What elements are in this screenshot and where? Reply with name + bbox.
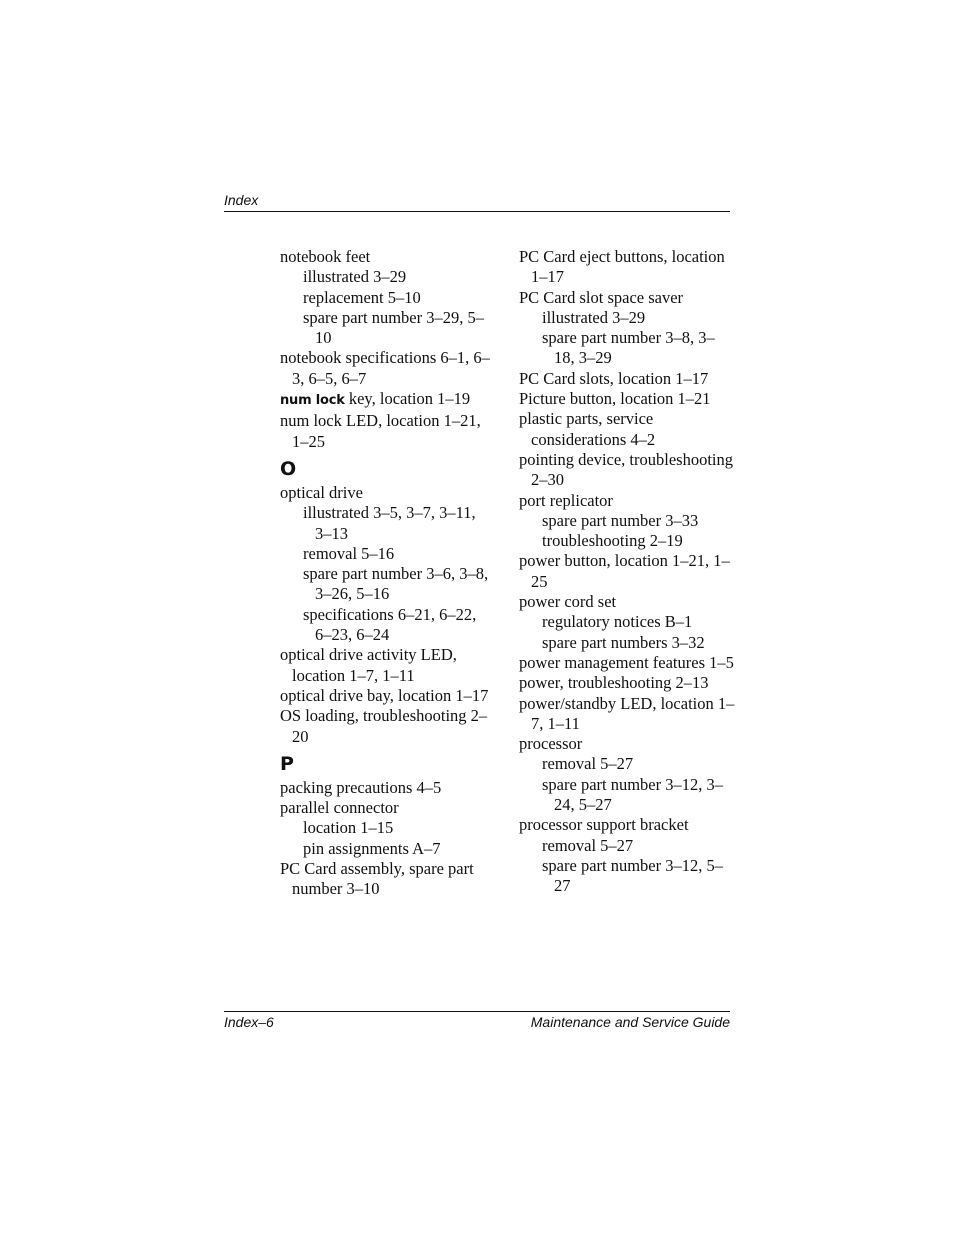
index-subentry: specifications 6–21, 6–22, 6–23, 6–24 bbox=[303, 604, 477, 645]
index-entry bbox=[280, 389, 496, 411]
index-subentry: spare part number 3–12, 3–24, 5–27 bbox=[542, 774, 723, 815]
index-subentry: removal 5–27 bbox=[542, 754, 634, 774]
page-number: Index–6 bbox=[224, 1014, 274, 1030]
index-column-left bbox=[280, 247, 496, 900]
index-entry-text: key, location 1–19 bbox=[344, 389, 471, 409]
index-entry: packing precautions 4–5 bbox=[280, 777, 442, 797]
index-entry: Picture button, location 1–21 bbox=[519, 389, 711, 409]
index-entry: num lock LED, location 1–21, 1–25 bbox=[280, 411, 481, 451]
index-entry: notebook specifications 6–1, 6–3, 6–5, 6–7 bbox=[280, 348, 490, 388]
header-rule bbox=[224, 211, 730, 212]
index-subentry: illustrated 3–5, 3–7, 3–11, 3–13 bbox=[303, 503, 476, 543]
index-subentry: spare part number 3–6, 3–8, 3–26, 5–16 bbox=[303, 564, 489, 604]
index-entry: processor bbox=[519, 734, 583, 754]
index-subentry: pin assignments A–7 bbox=[303, 838, 441, 858]
index-entry: power cord set bbox=[519, 592, 617, 612]
index-subentry: spare part number 3–8, 3–18, 3–29 bbox=[542, 328, 715, 368]
index-subentry: location 1–15 bbox=[303, 818, 394, 838]
index-subentry: removal 5–27 bbox=[542, 835, 634, 855]
index-subentry: troubleshooting 2–19 bbox=[542, 531, 683, 551]
index-subentry: regulatory notices B–1 bbox=[542, 612, 693, 632]
index-entry: power, troubleshooting 2–13 bbox=[519, 673, 709, 693]
index-entry: optical drive activity LED, location 1–7, 1–11 bbox=[280, 645, 457, 685]
index-column-right bbox=[519, 247, 735, 897]
running-header: Index bbox=[224, 192, 259, 208]
index-entry: PC Card assembly, spare part number 3–10 bbox=[280, 859, 474, 899]
section-letter-o: O bbox=[280, 457, 297, 480]
index-subentry: spare part number 3–12, 5–27 bbox=[542, 855, 723, 896]
index-entry: power button, location 1–21, 1–25 bbox=[519, 551, 730, 591]
index-entry: optical drive bay, location 1–17 bbox=[280, 685, 489, 705]
index-entry: power/standby LED, location 1–7, 1–11 bbox=[519, 693, 735, 733]
section-letter-p: P bbox=[280, 752, 294, 775]
index-entry: PC Card eject buttons, location 1–17 bbox=[519, 247, 725, 287]
index-entry: power management features 1–5 bbox=[519, 652, 734, 672]
footer-rule bbox=[224, 1011, 730, 1012]
index-entry: pointing device, troubleshooting 2–30 bbox=[519, 449, 734, 490]
index-entry: port replicator bbox=[519, 490, 613, 510]
index-entry: OS loading, troubleshooting 2–20 bbox=[280, 706, 488, 746]
index-subentry: removal 5–16 bbox=[303, 543, 395, 563]
index-subentry: illustrated 3–29 bbox=[303, 267, 407, 287]
index-subentry: spare part number 3–29, 5–10 bbox=[303, 307, 484, 348]
index-entry: plastic parts, service considerations 4–2 bbox=[519, 409, 656, 449]
index-subentry: replacement 5–10 bbox=[303, 287, 421, 307]
index-entry: optical drive bbox=[280, 482, 363, 502]
index-entry: parallel connector bbox=[280, 798, 399, 818]
index-entry: notebook feet bbox=[280, 247, 371, 266]
index-entry: processor support bracket bbox=[519, 815, 689, 835]
index-subentry: illustrated 3–29 bbox=[542, 307, 646, 327]
index-subentry: spare part numbers 3–32 bbox=[542, 632, 705, 652]
key-label: num lock bbox=[280, 393, 345, 409]
index-entry: PC Card slot space saver bbox=[519, 287, 684, 307]
index-subentry: spare part number 3–33 bbox=[542, 510, 699, 530]
document-title: Maintenance and Service Guide bbox=[530, 1014, 730, 1030]
index-entry: PC Card slots, location 1–17 bbox=[519, 368, 709, 388]
